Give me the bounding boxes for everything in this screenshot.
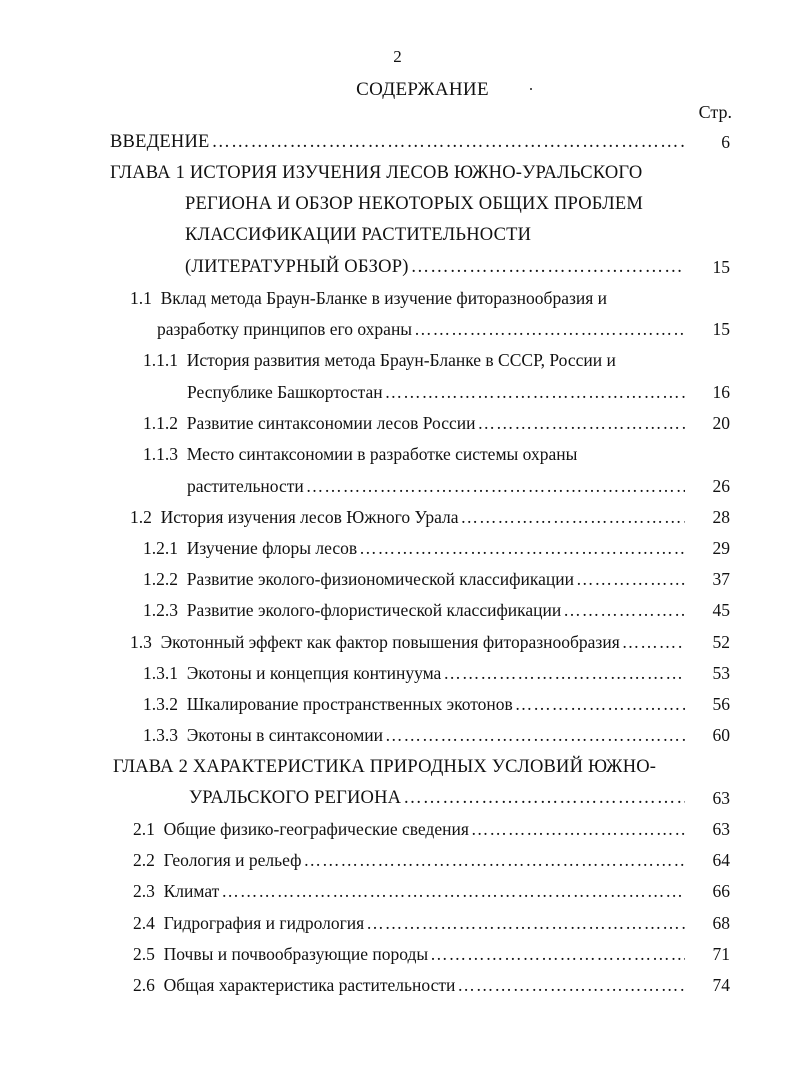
toc-label: Место синтаксономии в разработке системы охраны — [186, 444, 578, 464]
toc-entry-1-1-1-line1[interactable] — [143, 348, 616, 372]
toc-page-1-2: 28 — [712, 507, 730, 527]
toc-entry-2-2[interactable] — [133, 848, 685, 872]
toc-number: 2.6 — [133, 975, 155, 995]
toc-chapter-1-line4[interactable] — [185, 255, 685, 279]
toc-page-1-2-3: 45 — [712, 600, 730, 620]
leader-dots — [457, 973, 685, 997]
toc-page-1-3-3: 60 — [712, 725, 730, 745]
toc-page-ch1: 15 — [712, 257, 730, 277]
toc-number: 2.2 — [133, 850, 155, 870]
leader-dots — [622, 630, 685, 654]
toc-label: ВВЕДЕНИЕ — [110, 132, 210, 152]
toc-label: Экотонный эффект как фактор повышения фиторазнообразия — [160, 632, 620, 652]
leader-dots — [403, 786, 685, 810]
leader-dots — [461, 505, 685, 529]
toc-number: 1.3 — [130, 632, 152, 652]
toc-entry-1-1-3-line1[interactable] — [143, 442, 577, 466]
toc-page-2-3: 66 — [712, 881, 730, 901]
leader-dots — [366, 911, 685, 935]
toc-page-1-2-2: 37 — [712, 569, 730, 589]
leader-dots — [411, 255, 685, 279]
toc-entry-1-1-2[interactable] — [143, 411, 685, 435]
toc-entry-2-6[interactable] — [133, 973, 685, 997]
leader-dots — [414, 317, 685, 341]
toc-chapter-1-line2: РЕГИОНА И ОБЗОР НЕКОТОРЫХ ОБЩИХ ПРОБЛЕМ — [185, 194, 644, 214]
toc-entry-1-1-3-line2[interactable] — [187, 474, 685, 498]
toc-entry-1-3[interactable] — [130, 630, 685, 654]
toc-entry-1-3-2[interactable] — [143, 692, 685, 716]
toc-number: 1.2.2 — [143, 569, 178, 589]
toc-page-1-3-2: 56 — [712, 694, 730, 714]
leader-dots — [385, 380, 685, 404]
toc-number: 1.2.3 — [143, 600, 178, 620]
toc-page-1-3-1: 53 — [712, 663, 730, 683]
leader-dots — [515, 692, 685, 716]
toc-entry-1-1-line2[interactable] — [157, 317, 685, 341]
toc-entry-1-2-2[interactable] — [143, 567, 685, 591]
toc-entry-1-1-1-line2[interactable] — [187, 380, 685, 404]
toc-entry-1-3-1[interactable] — [143, 661, 685, 685]
toc-page-intro: 6 — [721, 132, 730, 152]
toc-page-1-2-1: 29 — [712, 538, 730, 558]
toc-number: 1.2.1 — [143, 538, 178, 558]
toc-number: 1.1.1 — [143, 350, 178, 370]
leader-dots — [306, 474, 685, 498]
toc-entry-2-4[interactable] — [133, 911, 685, 935]
leader-dots — [359, 536, 685, 560]
toc-entry-2-3[interactable] — [133, 879, 685, 903]
toc-number: 1.3.1 — [143, 663, 178, 683]
leader-dots — [477, 411, 685, 435]
leader-dots — [563, 598, 685, 622]
toc-entry-1-2-3[interactable] — [143, 598, 685, 622]
toc-chapter-2-line1[interactable]: ГЛАВА 2 ХАРАКТЕРИСТИКА ПРИРОДНЫХ УСЛОВИЙ ЮЖНО- — [113, 757, 657, 777]
toc-label: Республике Башкортостан — [187, 382, 383, 402]
toc-entry-1-2[interactable] — [130, 505, 685, 529]
toc-number: 1.3.3 — [143, 725, 178, 745]
toc-number: 2.4 — [133, 913, 155, 933]
toc-page-ch2: 63 — [712, 788, 730, 808]
toc-page-2-5: 71 — [712, 944, 730, 964]
toc-label: разработку принципов его охраны — [157, 319, 413, 339]
toc-label: История развития метода Браун-Бланке в СССР, России и — [186, 350, 616, 370]
toc-label: УРАЛЬСКОГО РЕГИОНА — [189, 788, 402, 808]
toc-entry-1-1-line1[interactable] — [130, 286, 607, 310]
toc-number: 1.1.3 — [143, 444, 178, 464]
leader-dots — [221, 879, 685, 903]
toc-page-2-2: 64 — [712, 850, 730, 870]
toc-label: Изучение флоры лесов — [186, 538, 358, 558]
leader-dots — [430, 942, 685, 966]
toc-number: 2.1 — [133, 819, 155, 839]
leader-dots — [212, 130, 685, 154]
leader-dots — [443, 661, 685, 685]
toc-number: 1.2 — [130, 507, 152, 527]
toc-label: Общая характеристика растительности — [163, 975, 456, 995]
toc-label: Геология и рельеф — [163, 850, 302, 870]
page-title: СОДЕРЖАНИЕ — [356, 79, 489, 100]
toc-page-1-1-2: 20 — [712, 413, 730, 433]
toc-entry-1-3-3[interactable] — [143, 723, 685, 747]
toc-label: Почвы и почвообразующие породы — [163, 944, 429, 964]
toc-label: Развитие синтаксономии лесов России — [186, 413, 476, 433]
toc-label: Вклад метода Браун-Бланке в изучение фиторазнообразия и — [160, 288, 608, 308]
leader-dots — [471, 817, 685, 841]
toc-entry-intro[interactable] — [110, 130, 685, 154]
toc-label: История изучения лесов Южного Урала — [160, 507, 459, 527]
toc-page-1-1-1: 16 — [712, 382, 730, 402]
toc-label: Развитие эколого-физиономической классификации — [186, 569, 574, 589]
toc-page-1-1-3: 26 — [712, 476, 730, 496]
toc-label: Шкалирование пространственных экотонов — [186, 694, 513, 714]
toc-page-2-6: 74 — [712, 975, 730, 995]
toc-page-2-1: 63 — [712, 819, 730, 839]
toc-number: 2.3 — [133, 881, 155, 901]
toc-entry-1-2-1[interactable] — [143, 536, 685, 560]
toc-number: 2.5 — [133, 944, 155, 964]
toc-page-2-4: 68 — [712, 913, 730, 933]
toc-chapter-1-line1[interactable]: ГЛАВА 1 ИСТОРИЯ ИЗУЧЕНИЯ ЛЕСОВ ЮЖНО-УРАЛЬСКОГО — [110, 163, 643, 183]
leader-dots — [303, 848, 685, 872]
toc-label: Экотоны и концепция континуума — [186, 663, 442, 683]
page-number: 2 — [393, 47, 402, 66]
toc-label: Общие физико-географические сведения — [163, 819, 469, 839]
toc-label: Гидрография и гидрология — [163, 913, 365, 933]
toc-chapter-1-line3: КЛАССИФИКАЦИИ РАСТИТЕЛЬНОСТИ — [185, 225, 532, 245]
toc-label: растительности — [187, 476, 304, 496]
toc-label: (ЛИТЕРАТУРНЫЙ ОБЗОР) — [185, 257, 409, 277]
toc-label: Климат — [163, 881, 220, 901]
toc-number: 1.3.2 — [143, 694, 178, 714]
toc-entry-2-1[interactable] — [133, 817, 685, 841]
leader-dots — [576, 567, 685, 591]
toc-chapter-2-line2[interactable] — [189, 786, 685, 810]
toc-number: 1.1 — [130, 288, 152, 308]
toc-label: Экотоны в синтаксономии — [186, 725, 384, 745]
toc-label: Развитие эколого-флористической классификации — [186, 600, 562, 620]
toc-number: 1.1.2 — [143, 413, 178, 433]
toc-page-1-3: 52 — [712, 632, 730, 652]
scan-speck — [530, 88, 532, 90]
toc-entry-2-5[interactable] — [133, 942, 685, 966]
toc-page-1-1: 15 — [712, 319, 730, 339]
leader-dots — [385, 723, 685, 747]
page-column-header: Стр. — [698, 102, 732, 122]
